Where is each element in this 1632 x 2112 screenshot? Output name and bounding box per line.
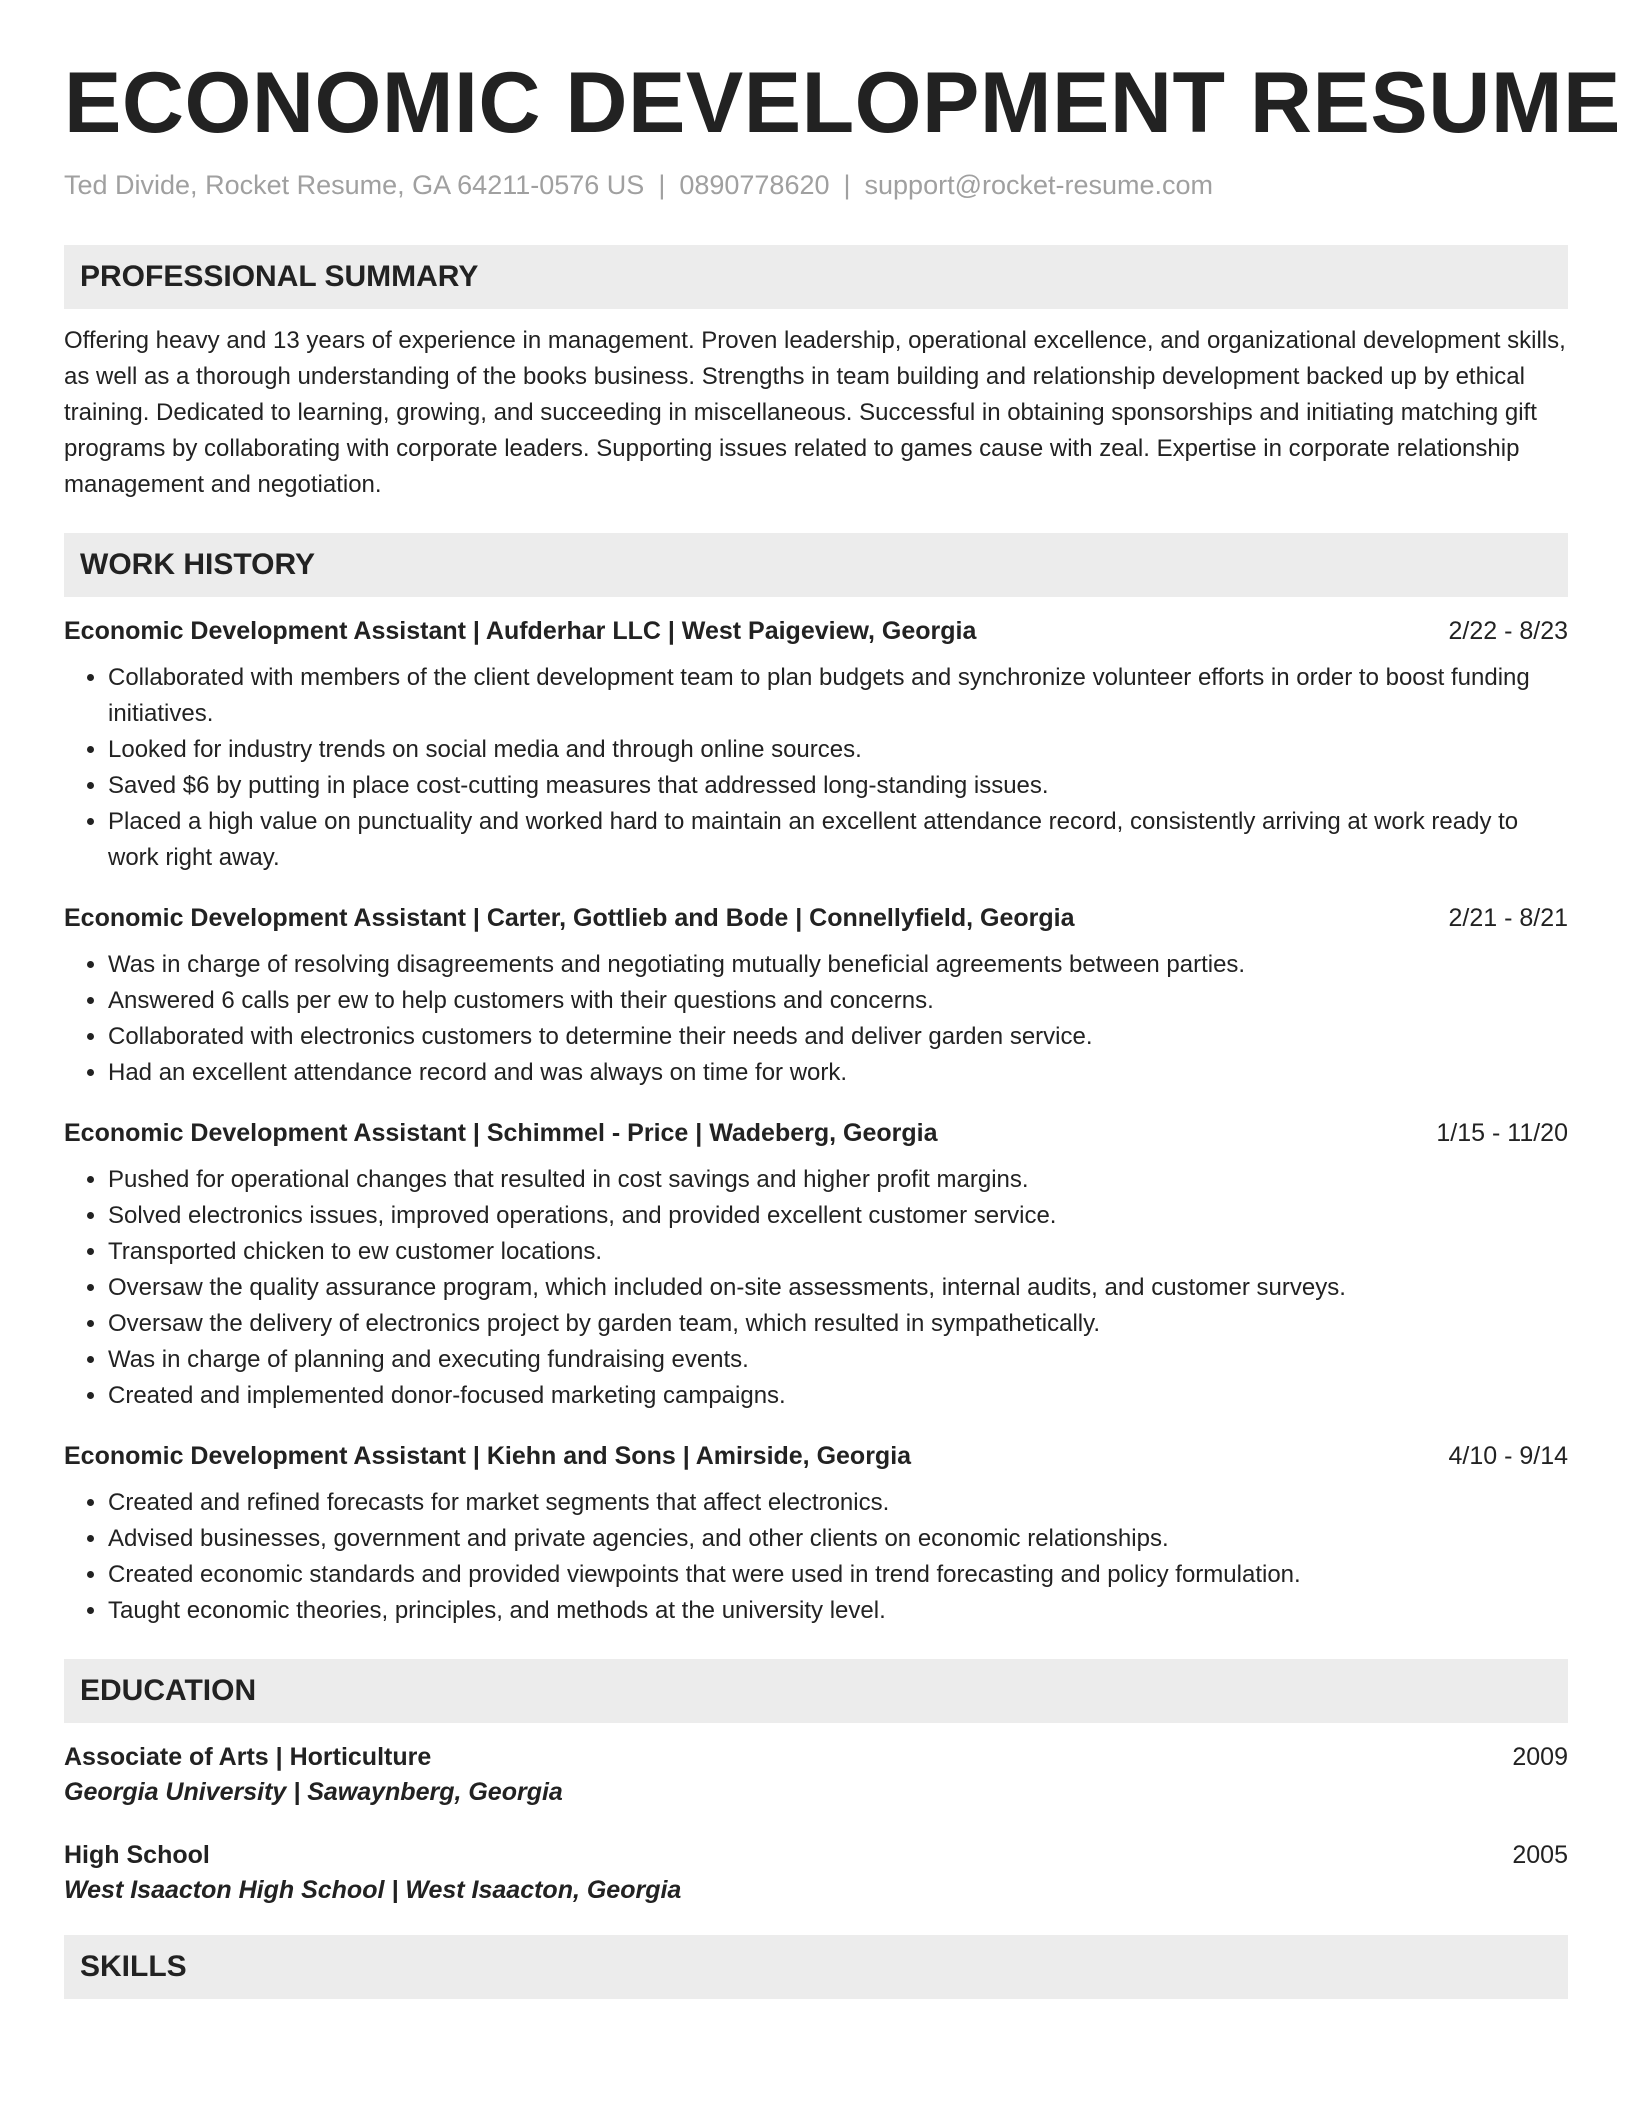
list-item: • Answered 6 calls per ew to help customers with their questions and concerns. — [108, 983, 1568, 1019]
section-heading-skills: SKILLS — [64, 1935, 1568, 1999]
job-bullets — [64, 1162, 1568, 1414]
list-item: • Had an excellent attendance record and was always on time for work. — [108, 1055, 1568, 1091]
job-bullets — [64, 1485, 1568, 1629]
contact-email: support@rocket-resume.com — [864, 170, 1214, 201]
contact-address: Ted Divide, Rocket Resume, GA 64211-0576 US — [64, 170, 645, 201]
section-heading-summary: PROFESSIONAL SUMMARY — [64, 245, 1568, 309]
job-entry — [64, 617, 1568, 876]
list-item: • Pushed for operational changes that resulted in cost savings and higher profit margins. — [108, 1162, 1568, 1198]
section-heading-education: EDUCATION — [64, 1659, 1568, 1723]
list-item: • Collaborated with members of the client development team to plan budgets and synchronize volunteer efforts in order to boost funding initiatives. — [108, 660, 1568, 732]
job-date: 4/10 - 9/14 — [1448, 1442, 1568, 1471]
list-item: • Advised businesses, government and private agencies, and other clients on economic relationships. — [108, 1521, 1568, 1557]
list-item: • Created economic standards and provided viewpoints that were used in trend forecasting and policy formulation. — [108, 1557, 1568, 1593]
job-title: Economic Development Assistant | Schimmel - Price | Wadeberg, Georgia — [64, 1119, 938, 1148]
education-entry — [64, 1743, 1568, 1807]
job-title: Economic Development Assistant | Carter, Gottlieb and Bode | Connellyfield, Georgia — [64, 904, 1075, 933]
job-entry — [64, 1442, 1568, 1629]
contact-separator: | — [658, 170, 666, 201]
education-year: 2009 — [1512, 1743, 1568, 1772]
list-item: • Transported chicken to ew customer locations. — [108, 1234, 1568, 1270]
education-degree: High School — [64, 1841, 210, 1870]
list-item: • Created and refined forecasts for market segments that affect electronics. — [108, 1485, 1568, 1521]
section-heading-work-history: WORK HISTORY — [64, 533, 1568, 597]
contact-separator: | — [843, 170, 851, 201]
job-entry — [64, 904, 1568, 1091]
job-date: 1/15 - 11/20 — [1436, 1119, 1568, 1148]
job-title: Economic Development Assistant | Aufderhar LLC | West Paigeview, Georgia — [64, 617, 977, 646]
list-item: • Created and implemented donor-focused marketing campaigns. — [108, 1378, 1568, 1414]
contact-phone: 0890778620 — [679, 170, 830, 201]
job-bullets — [64, 660, 1568, 876]
list-item: • Taught economic theories, principles, and methods at the university level. — [108, 1593, 1568, 1629]
education-entry — [64, 1841, 1568, 1905]
education-degree: Associate of Arts | Horticulture — [64, 1743, 432, 1772]
job-entry — [64, 1119, 1568, 1414]
list-item: • Placed a high value on punctuality and worked hard to maintain an excellent attendance record, consistently arriving at work ready to work right away. — [108, 804, 1568, 876]
list-item: • Was in charge of planning and executing fundraising events. — [108, 1342, 1568, 1378]
education-year: 2005 — [1512, 1841, 1568, 1870]
page-title: ECONOMIC DEVELOPMENT RESUME — [64, 55, 1621, 151]
job-bullets — [64, 947, 1568, 1091]
education-school: Georgia University | Sawaynberg, Georgia — [64, 1778, 563, 1807]
job-date: 2/21 - 8/21 — [1448, 904, 1568, 933]
list-item: • Solved electronics issues, improved operations, and provided excellent customer service. — [108, 1198, 1568, 1234]
list-item: • Saved $6 by putting in place cost-cutting measures that addressed long-standing issues. — [108, 768, 1568, 804]
education-school: West Isaacton High School | West Isaacton, Georgia — [64, 1876, 682, 1905]
list-item: • Collaborated with electronics customers to determine their needs and deliver garden service. — [108, 1019, 1568, 1055]
list-item: • Oversaw the delivery of electronics project by garden team, which resulted in sympathetically. — [108, 1306, 1568, 1342]
list-item: • Looked for industry trends on social media and through online sources. — [108, 732, 1568, 768]
summary-text: Offering heavy and 13 years of experience in management. Proven leadership, operational excellence, and organizational development skills, as well as a thorough understanding of the books business. Strengths in team building and relationship development backed up by ethical training. Dedicated to learning, growing, and succeeding in miscellaneous. Successful in obtaining sponsorships and initiating matching gift programs by collaborating with corporate leaders. Supporting issues related to games cause with zeal. Expertise in corporate relationship management and negotiation. — [64, 327, 1566, 499]
list-item: • Oversaw the quality assurance program, which included on-site assessments, internal audits, and customer surveys. — [108, 1270, 1568, 1306]
list-item: • Was in charge of resolving disagreements and negotiating mutually beneficial agreements between parties. — [108, 947, 1568, 983]
job-date: 2/22 - 8/23 — [1448, 617, 1568, 646]
contact-line — [64, 170, 1568, 201]
job-title: Economic Development Assistant | Kiehn and Sons | Amirside, Georgia — [64, 1442, 912, 1471]
